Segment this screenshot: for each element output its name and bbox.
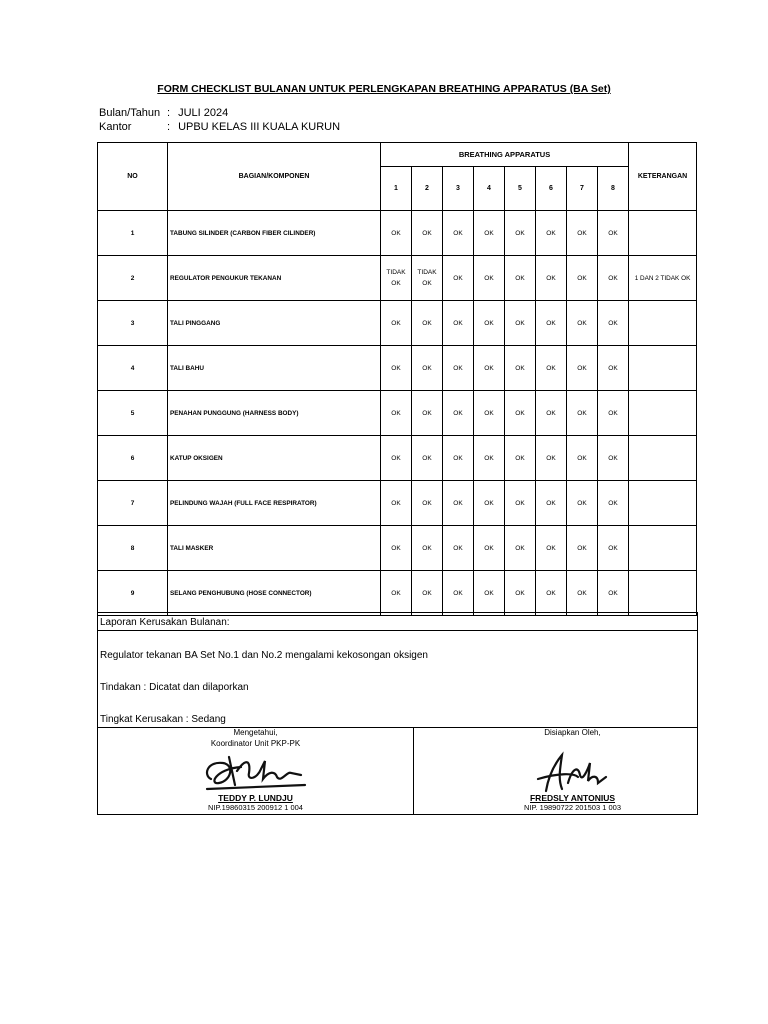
period-line (99, 107, 228, 119)
table-row (98, 391, 697, 436)
header-component: BAGIAN/KOMPONEN (168, 143, 381, 211)
report-divider (98, 630, 697, 631)
status-cell: OK (412, 481, 443, 526)
note-cell (629, 571, 697, 616)
status-cell: OK (598, 256, 629, 301)
status-cell: TIDAK OK (381, 256, 412, 301)
note-cell (629, 301, 697, 346)
status-cell: OK (567, 346, 598, 391)
row-number: 9 (98, 571, 168, 616)
status-cell: OK (505, 301, 536, 346)
note-cell (629, 346, 697, 391)
report-action: Tindakan : Dicatat dan dilaporkan (100, 682, 249, 693)
unit-header-8: 8 (598, 167, 629, 211)
note-cell (629, 211, 697, 256)
unit-header-3: 3 (443, 167, 474, 211)
status-cell: OK (381, 571, 412, 616)
status-cell: OK (474, 301, 505, 346)
status-cell: OK (412, 301, 443, 346)
component-name: TALI BAHU (168, 346, 381, 391)
note-cell (629, 391, 697, 436)
header-no: NO (98, 143, 168, 211)
table-row (98, 526, 697, 571)
component-name: PELINDUNG WAJAH (FULL FACE RESPIRATOR) (168, 481, 381, 526)
component-name: SELANG PENGHUBUNG (HOSE CONNECTOR) (168, 571, 381, 616)
period-separator: : (167, 107, 171, 119)
status-cell: OK (443, 526, 474, 571)
period-value: JULI 2024 (178, 107, 229, 119)
period-label: Bulan/Tahun (99, 107, 161, 119)
left-role-line2: Koordinator Unit PKP-PK (210, 739, 301, 748)
status-cell: OK (474, 346, 505, 391)
status-cell: OK (536, 526, 567, 571)
unit-header-6: 6 (536, 167, 567, 211)
table-row (98, 211, 697, 256)
report-severity: Tingkat Kerusakan : Sedang (100, 714, 226, 725)
status-cell: OK (474, 526, 505, 571)
component-name: TALI PINGGANG (168, 301, 381, 346)
status-cell: OK (505, 481, 536, 526)
row-number: 8 (98, 526, 168, 571)
header-breathing-apparatus: BREATHING APPARATUS (381, 143, 629, 167)
status-cell: OK (381, 211, 412, 256)
status-cell: OK (598, 571, 629, 616)
status-cell: OK (412, 346, 443, 391)
status-cell: OK (505, 571, 536, 616)
status-cell: OK (536, 211, 567, 256)
status-cell: OK (505, 256, 536, 301)
header-note: KETERANGAN (629, 143, 697, 211)
status-cell: OK (567, 481, 598, 526)
status-cell: OK (567, 256, 598, 301)
office-line (99, 121, 340, 133)
unit-header-1: 1 (381, 167, 412, 211)
status-cell: OK (443, 301, 474, 346)
left-role-line1: Mengetahui, (233, 728, 278, 737)
row-number: 3 (98, 301, 168, 346)
status-cell: OK (443, 391, 474, 436)
status-cell: OK (443, 256, 474, 301)
status-cell: OK (474, 256, 505, 301)
table-row (98, 346, 697, 391)
status-cell: OK (474, 391, 505, 436)
status-cell: OK (598, 301, 629, 346)
status-cell: OK (412, 391, 443, 436)
component-name: REGULATOR PENGUKUR TEKANAN (168, 256, 381, 301)
status-cell: TIDAK OK (412, 256, 443, 301)
status-cell: OK (381, 301, 412, 346)
status-cell: OK (536, 436, 567, 481)
form-title: FORM CHECKLIST BULANAN UNTUK PERLENGKAPAN BREATHING APPARATUS (BA Set) (157, 83, 611, 95)
right-signature-image (518, 749, 628, 793)
signature-block-left (128, 727, 383, 812)
component-name: TALI MASKER (168, 526, 381, 571)
status-cell: OK (567, 526, 598, 571)
row-number: 1 (98, 211, 168, 256)
right-signer-nip: NIP. 19890722 201503 1 003 (523, 803, 622, 812)
component-name: PENAHAN PUNGGUNG (HARNESS BODY) (168, 391, 381, 436)
status-cell: OK (567, 391, 598, 436)
table-row (98, 301, 697, 346)
unit-header-2: 2 (412, 167, 443, 211)
right-role-line1: Disiapkan Oleh, (544, 728, 601, 737)
office-label: Kantor (99, 121, 132, 133)
row-number: 2 (98, 256, 168, 301)
status-cell: OK (567, 211, 598, 256)
left-signature-image (201, 749, 311, 793)
status-cell: OK (474, 571, 505, 616)
status-cell: OK (474, 436, 505, 481)
note-cell (629, 526, 697, 571)
status-cell: OK (505, 211, 536, 256)
status-cell: OK (412, 211, 443, 256)
status-cell: OK (443, 346, 474, 391)
row-number: 5 (98, 391, 168, 436)
status-cell: OK (381, 481, 412, 526)
row-number: 6 (98, 436, 168, 481)
checklist-table (97, 142, 697, 616)
status-cell: OK (598, 481, 629, 526)
note-cell: 1 DAN 2 TIDAK OK (629, 256, 697, 301)
status-cell: OK (412, 526, 443, 571)
row-number: 7 (98, 481, 168, 526)
component-name: KATUP OKSIGEN (168, 436, 381, 481)
status-cell: OK (381, 391, 412, 436)
report-description: Regulator tekanan BA Set No.1 dan No.2 mengalami kekosongan oksigen (100, 650, 428, 661)
status-cell: OK (505, 526, 536, 571)
signature-column-divider (413, 728, 414, 814)
status-cell: OK (536, 481, 567, 526)
office-separator: : (167, 121, 171, 133)
left-signer-nip: NIP.19860315 200912 1 004 (208, 803, 303, 812)
status-cell: OK (536, 346, 567, 391)
status-cell: OK (474, 211, 505, 256)
status-cell: OK (505, 391, 536, 436)
unit-header-5: 5 (505, 167, 536, 211)
status-cell: OK (536, 571, 567, 616)
status-cell: OK (598, 391, 629, 436)
right-signer-name: FREDSLY ANTONIUS (529, 793, 616, 803)
status-cell: OK (412, 571, 443, 616)
status-cell: OK (505, 346, 536, 391)
status-cell: OK (505, 436, 536, 481)
status-cell: OK (381, 526, 412, 571)
status-cell: OK (443, 436, 474, 481)
note-cell (629, 481, 697, 526)
status-cell: OK (443, 481, 474, 526)
status-cell: OK (567, 436, 598, 481)
status-cell: OK (536, 256, 567, 301)
component-name: TABUNG SILINDER (CARBON FIBER CILINDER) (168, 211, 381, 256)
office-value: UPBU KELAS III KUALA KURUN (178, 121, 341, 133)
status-cell: OK (598, 436, 629, 481)
report-heading: Laporan Kerusakan Bulanan: (100, 617, 230, 628)
status-cell: OK (536, 301, 567, 346)
row-number: 4 (98, 346, 168, 391)
table-row (98, 481, 697, 526)
status-cell: OK (598, 211, 629, 256)
note-cell (629, 436, 697, 481)
signature-block-right (445, 727, 700, 812)
table-row (98, 256, 697, 301)
table-row (98, 571, 697, 616)
unit-header-4: 4 (474, 167, 505, 211)
status-cell: OK (598, 346, 629, 391)
status-cell: OK (536, 391, 567, 436)
status-cell: OK (567, 301, 598, 346)
status-cell: OK (443, 211, 474, 256)
left-signer-name: TEDDY P. LUNDJU (218, 793, 293, 803)
report-section (97, 612, 698, 815)
status-cell: OK (567, 571, 598, 616)
status-cell: OK (381, 346, 412, 391)
table-row (98, 436, 697, 481)
status-cell: OK (443, 571, 474, 616)
status-cell: OK (598, 526, 629, 571)
status-cell: OK (474, 481, 505, 526)
unit-header-7: 7 (567, 167, 598, 211)
status-cell: OK (381, 436, 412, 481)
status-cell: OK (412, 436, 443, 481)
